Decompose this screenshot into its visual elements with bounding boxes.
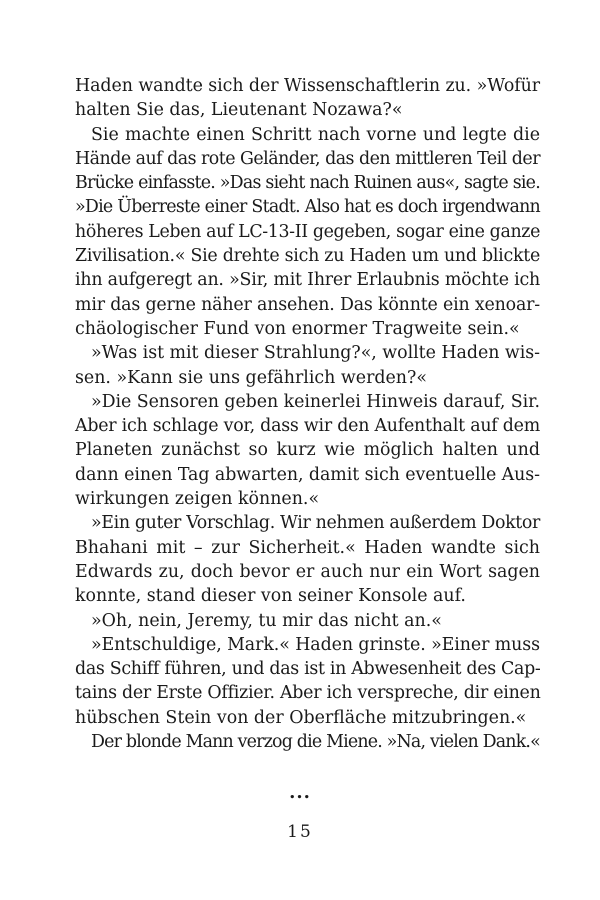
text-line: Bhahani mit – zur Sicherheit.« Haden wandte sich <box>75 537 540 558</box>
text-line: Zivilisation.« Sie drehte sich zu Haden um und blickte <box>75 246 540 267</box>
text-line: hübschen Stein von der Oberfläche mitzubringen.« <box>75 707 527 728</box>
text-line: Edwards zu, doch bevor er auch nur ein Wort sagen <box>75 561 540 582</box>
body-text <box>75 74 540 754</box>
text-line: chäologischer Fund von enormer Tragweite sein.« <box>75 318 520 339</box>
text-line: sen. »Kann sie uns gefährlich werden?« <box>75 367 427 388</box>
text-line: mir das gerne näher ansehen. Das könnte ein xenoar- <box>75 294 540 315</box>
text-line: konnte, stand dieser von seiner Konsole auf. <box>75 586 466 607</box>
text-line: »Die Überreste einer Stadt. Also hat es doch irgendwann <box>75 197 540 218</box>
text-line: das Schiff führen, und das ist in Abwesenheit des Cap- <box>75 659 541 680</box>
text-line: Brücke einfasste. »Das sieht nach Ruinen aus«, sagte sie. <box>75 173 540 194</box>
text-line: »Was ist mit dieser Strahlung?«, wollte Haden wis- <box>91 343 540 364</box>
page-number: 15 <box>287 822 313 842</box>
text-line: dann einen Tag abwarten, damit sich eventuelle Aus- <box>75 464 540 485</box>
text-line: »Die Sensoren geben keinerlei Hinweis darauf, Sir. <box>91 391 540 412</box>
text-line: ihn aufgeregt an. »Sir, mit Ihrer Erlaubnis möchte ich <box>75 270 540 291</box>
text-line: Planeten zunächst so kurz wie möglich halten und <box>75 440 540 461</box>
text-line: »Entschuldige, Mark.« Haden grinste. »Einer muss <box>91 634 540 655</box>
section-break: ... <box>289 782 311 803</box>
text-line: Haden wandte sich der Wissenschaftlerin zu. »Wofür <box>75 76 540 96</box>
text-line: »Ein guter Vorschlag. Wir nehmen außerdem Doktor <box>91 513 540 534</box>
text-line: Sie machte einen Schritt nach vorne und legte die <box>91 124 540 145</box>
text-line: Aber ich schlage vor, dass wir den Aufenthalt auf dem <box>75 416 540 437</box>
text-line: Hände auf das rote Geländer, das den mittleren Teil der <box>75 148 540 169</box>
text-line: halten Sie das, Lieutenant Nozawa?« <box>75 100 403 121</box>
text-line: höheres Leben auf LC-13-II gegeben, sogar eine ganze <box>75 221 540 242</box>
text-line: tains der Erste Offizier. Aber ich verspreche, dir einen <box>75 683 541 704</box>
text-line: wirkungen zeigen können.« <box>75 489 320 510</box>
text-line: Der blonde Mann verzog die Miene. »Na, vielen Dank.« <box>91 732 540 753</box>
text-line: »Oh, nein, Jeremy, tu mir das nicht an.« <box>91 610 442 631</box>
